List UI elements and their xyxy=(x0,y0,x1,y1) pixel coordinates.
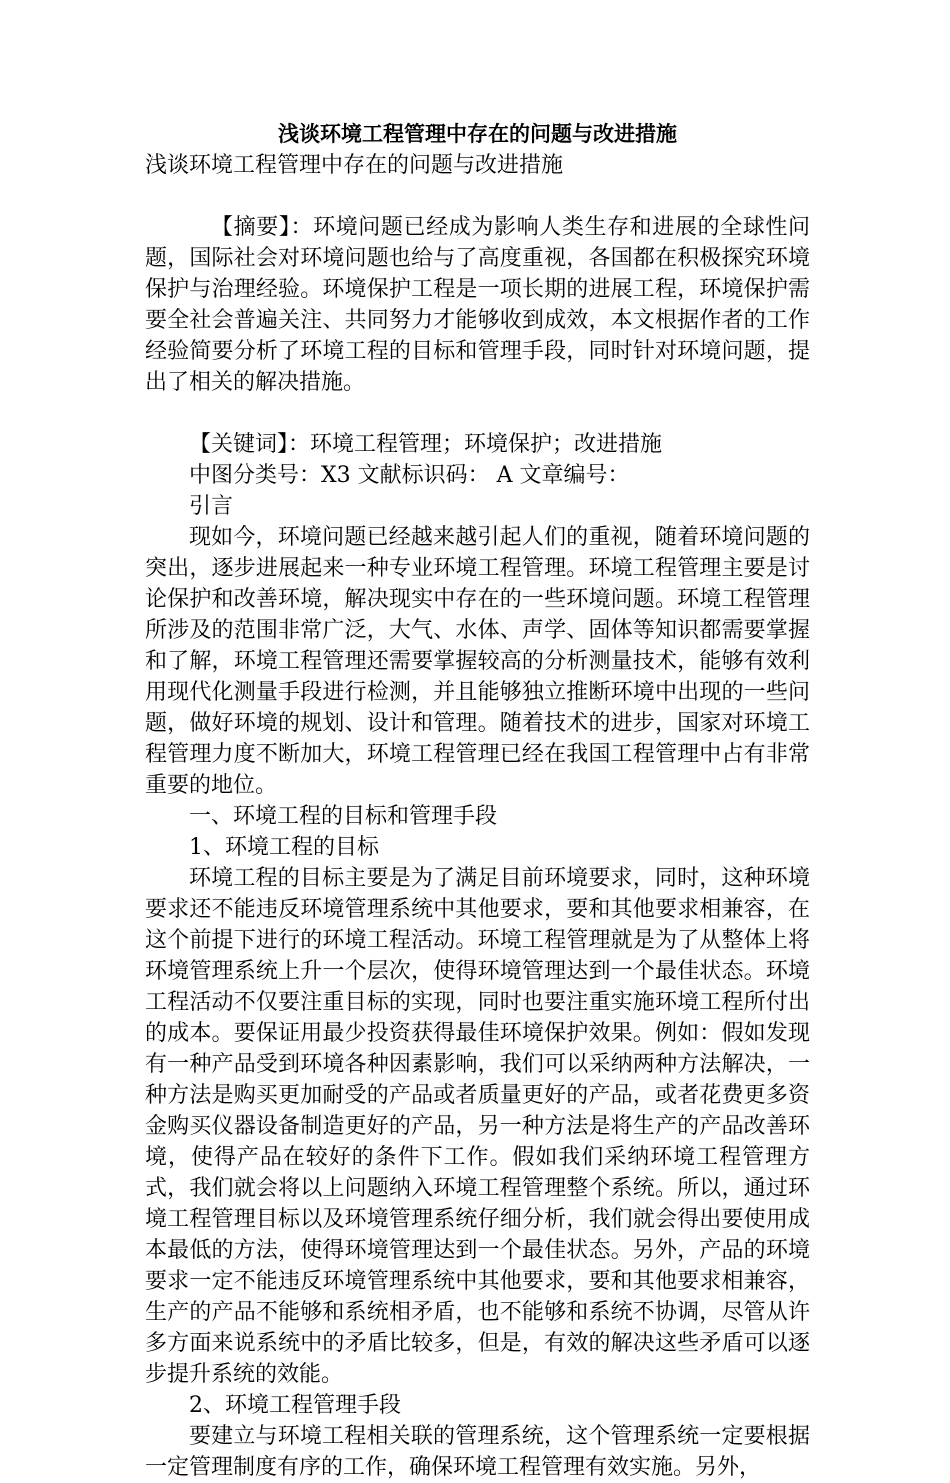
subsection1-heading: 1、环境工程的目标 xyxy=(189,835,379,860)
intro-heading: 引言 xyxy=(189,494,234,519)
abstract-paragraph: 【摘要】：环境问题已经成为影响人类生存和进展的全球性问题，国际社会对环境问题也给与了高度重视，各国都在积极探究环境保护与治理经验。环境保护工程是一项长期的进展工程，环境保护需要全社会普遍关注、共同努力才能够收到成效，本文根据作者的工作经验简要分析了环境工程的目标和管理手段，同时针对环境问题，提出了相关的解决措施。 xyxy=(145,215,810,395)
keywords-line: 【关键词】：环境工程管理；环境保护；改进措施 xyxy=(189,432,663,457)
intro-paragraph: 现如今，环境问题已经越来越引起人们的重视，随着环境问题的突出，逐步进展起来一种专业环境工程管理。环境工程管理主要是讨论保护和改善环境，解决现实中存在的一些环境问题。环境工程管理所涉及的范围非常广泛，大气、水体、声学、固体等知识都需要掌握和了解，环境工程管理还需要掌握较高的分析测量技术，能够有效利用现代化测量手段进行检测，并且能够独立推断环境中出现的一些问题，做好环境的规划、设计和管理。随着技术的进步，国家对环境工程管理力度不断加大，环境工程管理已经在我国工程管理中占有非常重要的地位。 xyxy=(145,525,810,798)
document-content xyxy=(145,118,810,1483)
subsection1-paragraph: 环境工程的目标主要是为了满足目前环境要求，同时，这种环境要求还不能违反环境管理系统中其他要求，要和其他要求相兼容，在这个前提下进行的环境工程活动。环境工程管理就是为了从整体上将环境管理系统上升一个层次，使得环境管理达到一个最佳状态。环境工程活动不仅要注重目标的实现，同时也要注重实施环境工程所付出的成本。要保证用最少投资获得最佳环境保护效果。例如：假如发现有一种产品受到环境各种因素影响，我们可以采纳两种方法解决，一种方法是购买更加耐受的产品或者质量更好的产品，或者花费更多资金购买仪器设备制造更好的产品，另一种方法是将生产的产品改善环境，使得产品在较好的条件下工作。假如我们采纳环境工程管理方式，我们就会将以上问题纳入环境工程管理整个系统。所以，通过环境工程管理目标以及环境管理系统仔细分析，我们就会得出要使用成本最低的方法，使得环境管理达到一个最佳状态。另外，产品的环境要求一定不能违反环境管理系统中其他要求，要和其他要求相兼容，生产的产品不能够和系统相矛盾，也不能够和系统不协调，尽管从许多方面来说系统中的矛盾比较多，但是，有效的解决这些矛盾可以逐步提升系统的效能。 xyxy=(145,866,810,1387)
classification-line: 中图分类号：X3 文献标识码： A 文章编号： xyxy=(189,463,630,488)
subsection2-paragraph: 要建立与环境工程相关联的管理系统，这个管理系统一定要根据一定管理制度有序的工作，确保环境工程管理有效实施。另外， xyxy=(145,1424,810,1480)
document-title: 浅谈环境工程管理中存在的问题与改进措施 xyxy=(278,122,677,146)
document-subtitle: 浅谈环境工程管理中存在的问题与改进措施 xyxy=(145,153,564,178)
section1-heading: 一、环境工程的目标和管理手段 xyxy=(189,804,498,829)
subsection2-heading: 2、环境工程管理手段 xyxy=(189,1393,401,1418)
